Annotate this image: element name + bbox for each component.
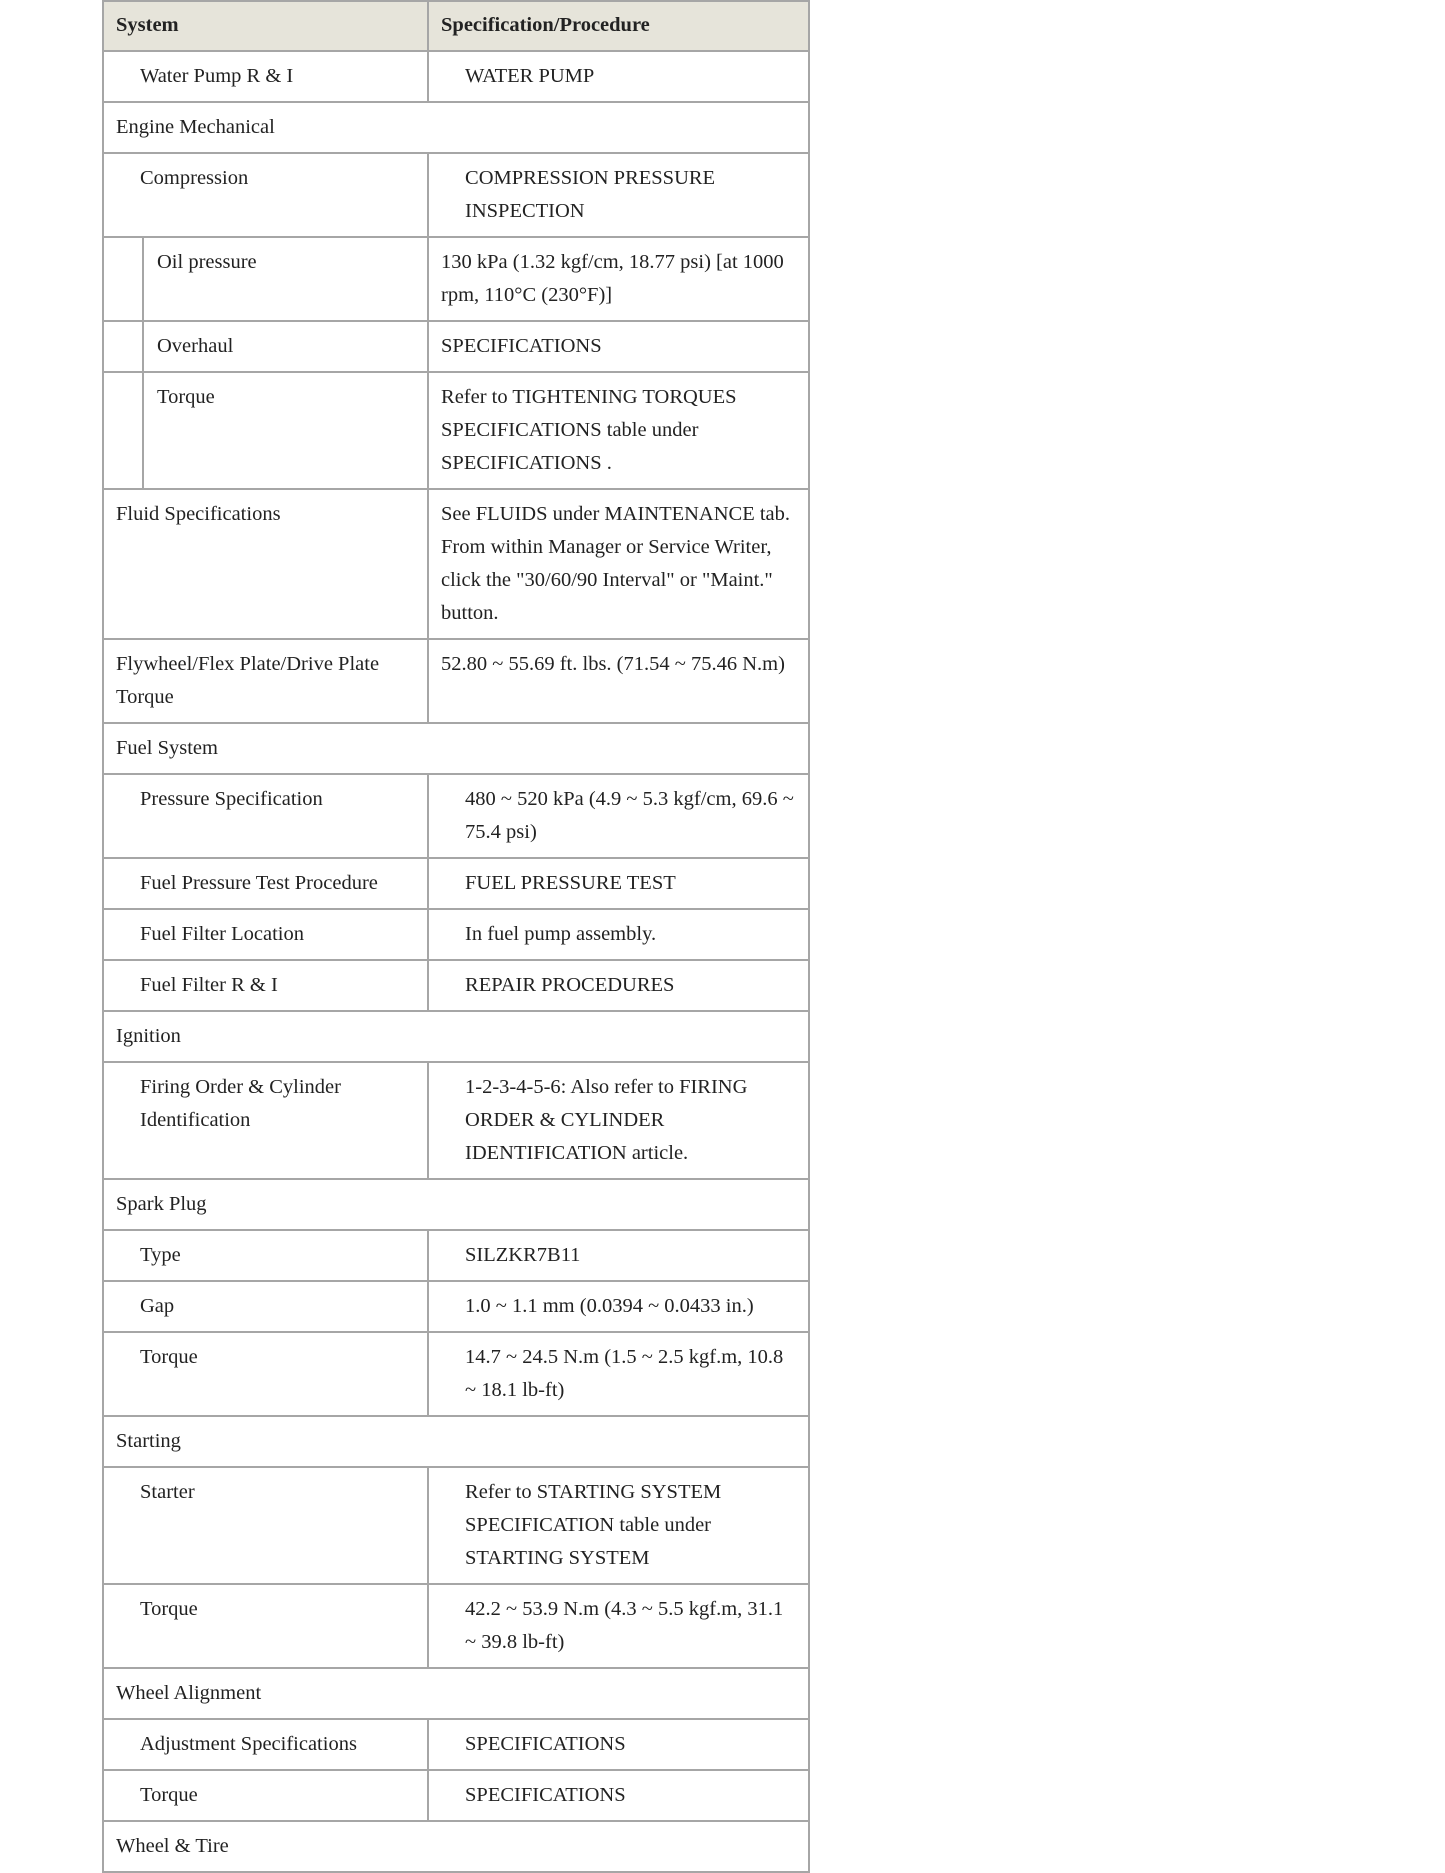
group-row — [103, 723, 809, 774]
section-heading: Fuel System — [103, 723, 809, 774]
table-row — [103, 1332, 809, 1416]
system-cell: Gap — [103, 1281, 428, 1332]
table-row — [103, 1584, 809, 1668]
table-row — [103, 639, 809, 723]
group-row — [103, 1821, 809, 1872]
section-heading: Engine Mechanical — [103, 102, 809, 153]
system-cell: Compression — [103, 153, 428, 237]
system-cell: Torque — [143, 372, 428, 489]
spec-cell: In fuel pump assembly. — [428, 909, 809, 960]
spec-cell: WATER PUMP — [428, 51, 809, 102]
table-row — [103, 909, 809, 960]
spec-cell: REPAIR PROCEDURES — [428, 960, 809, 1011]
system-cell: Pressure Specification — [103, 774, 428, 858]
table-row — [103, 1281, 809, 1332]
table-row — [103, 51, 809, 102]
table-row — [103, 858, 809, 909]
system-cell: Fluid Specifications — [103, 489, 428, 639]
spec-cell: 480 ~ 520 kPa (4.9 ~ 5.3 kgf/cm, 69.6 ~ 75.4 psi) — [428, 774, 809, 858]
table-body — [103, 51, 809, 1872]
table-row — [103, 960, 809, 1011]
table-row — [103, 774, 809, 858]
group-row — [103, 1179, 809, 1230]
system-cell: Water Pump R & I — [103, 51, 428, 102]
section-heading: Starting — [103, 1416, 809, 1467]
table-row — [103, 372, 809, 489]
spec-cell: COMPRESSION PRESSURE INSPECTION — [428, 153, 809, 237]
spec-cell: FUEL PRESSURE TEST — [428, 858, 809, 909]
indent-cell — [103, 321, 143, 372]
indent-cell — [103, 372, 143, 489]
group-row — [103, 1416, 809, 1467]
spec-cell: SPECIFICATIONS — [428, 1770, 809, 1821]
spec-cell: 1-2-3-4-5-6: Also refer to FIRING ORDER & CYLINDER IDENTIFICATION article. — [428, 1062, 809, 1179]
system-cell: Starter — [103, 1467, 428, 1584]
system-cell: Torque — [103, 1332, 428, 1416]
table-row — [103, 153, 809, 237]
table-row — [103, 1719, 809, 1770]
system-cell: Torque — [103, 1770, 428, 1821]
header-system: System — [103, 1, 428, 51]
group-row — [103, 1011, 809, 1062]
system-cell: Type — [103, 1230, 428, 1281]
spec-cell: 42.2 ~ 53.9 N.m (4.3 ~ 5.5 kgf.m, 31.1 ~ 39.8 lb-ft) — [428, 1584, 809, 1668]
table-header-row — [103, 1, 809, 51]
spec-cell: SPECIFICATIONS — [428, 321, 809, 372]
spec-cell: 52.80 ~ 55.69 ft. lbs. (71.54 ~ 75.46 N.m) — [428, 639, 809, 723]
system-cell: Flywheel/Flex Plate/Drive Plate Torque — [103, 639, 428, 723]
spec-cell: SILZKR7B11 — [428, 1230, 809, 1281]
spec-cell: Refer to STARTING SYSTEM SPECIFICATION table under STARTING SYSTEM — [428, 1467, 809, 1584]
system-cell: Fuel Filter R & I — [103, 960, 428, 1011]
indent-cell — [103, 237, 143, 321]
section-heading: Wheel & Tire — [103, 1821, 809, 1872]
table-row — [103, 321, 809, 372]
spec-cell: 1.0 ~ 1.1 mm (0.0394 ~ 0.0433 in.) — [428, 1281, 809, 1332]
system-cell: Firing Order & Cylinder Identification — [103, 1062, 428, 1179]
system-cell: Fuel Filter Location — [103, 909, 428, 960]
table-row — [103, 237, 809, 321]
spec-cell: 130 kPa (1.32 kgf/cm, 18.77 psi) [at 1000 rpm, 110°C (230°F)] — [428, 237, 809, 321]
group-row — [103, 1668, 809, 1719]
header-specification: Specification/Procedure — [428, 1, 809, 51]
system-cell: Overhaul — [143, 321, 428, 372]
section-heading: Spark Plug — [103, 1179, 809, 1230]
table-row — [103, 489, 809, 639]
table-row — [103, 1467, 809, 1584]
section-heading: Wheel Alignment — [103, 1668, 809, 1719]
table-row — [103, 1230, 809, 1281]
spec-cell: See FLUIDS under MAINTENANCE tab. From within Manager or Service Writer, click the "30/60/90 Interval" or "Maint." button. — [428, 489, 809, 639]
system-cell: Oil pressure — [143, 237, 428, 321]
spec-cell: Refer to TIGHTENING TORQUES SPECIFICATIONS table under SPECIFICATIONS . — [428, 372, 809, 489]
section-heading: Ignition — [103, 1011, 809, 1062]
spec-cell: 14.7 ~ 24.5 N.m (1.5 ~ 2.5 kgf.m, 10.8 ~ 18.1 lb-ft) — [428, 1332, 809, 1416]
table-row — [103, 1062, 809, 1179]
specifications-table — [102, 0, 810, 1873]
group-row — [103, 102, 809, 153]
system-cell: Torque — [103, 1584, 428, 1668]
system-cell: Fuel Pressure Test Procedure — [103, 858, 428, 909]
table-row — [103, 1770, 809, 1821]
spec-cell: SPECIFICATIONS — [428, 1719, 809, 1770]
system-cell: Adjustment Specifications — [103, 1719, 428, 1770]
